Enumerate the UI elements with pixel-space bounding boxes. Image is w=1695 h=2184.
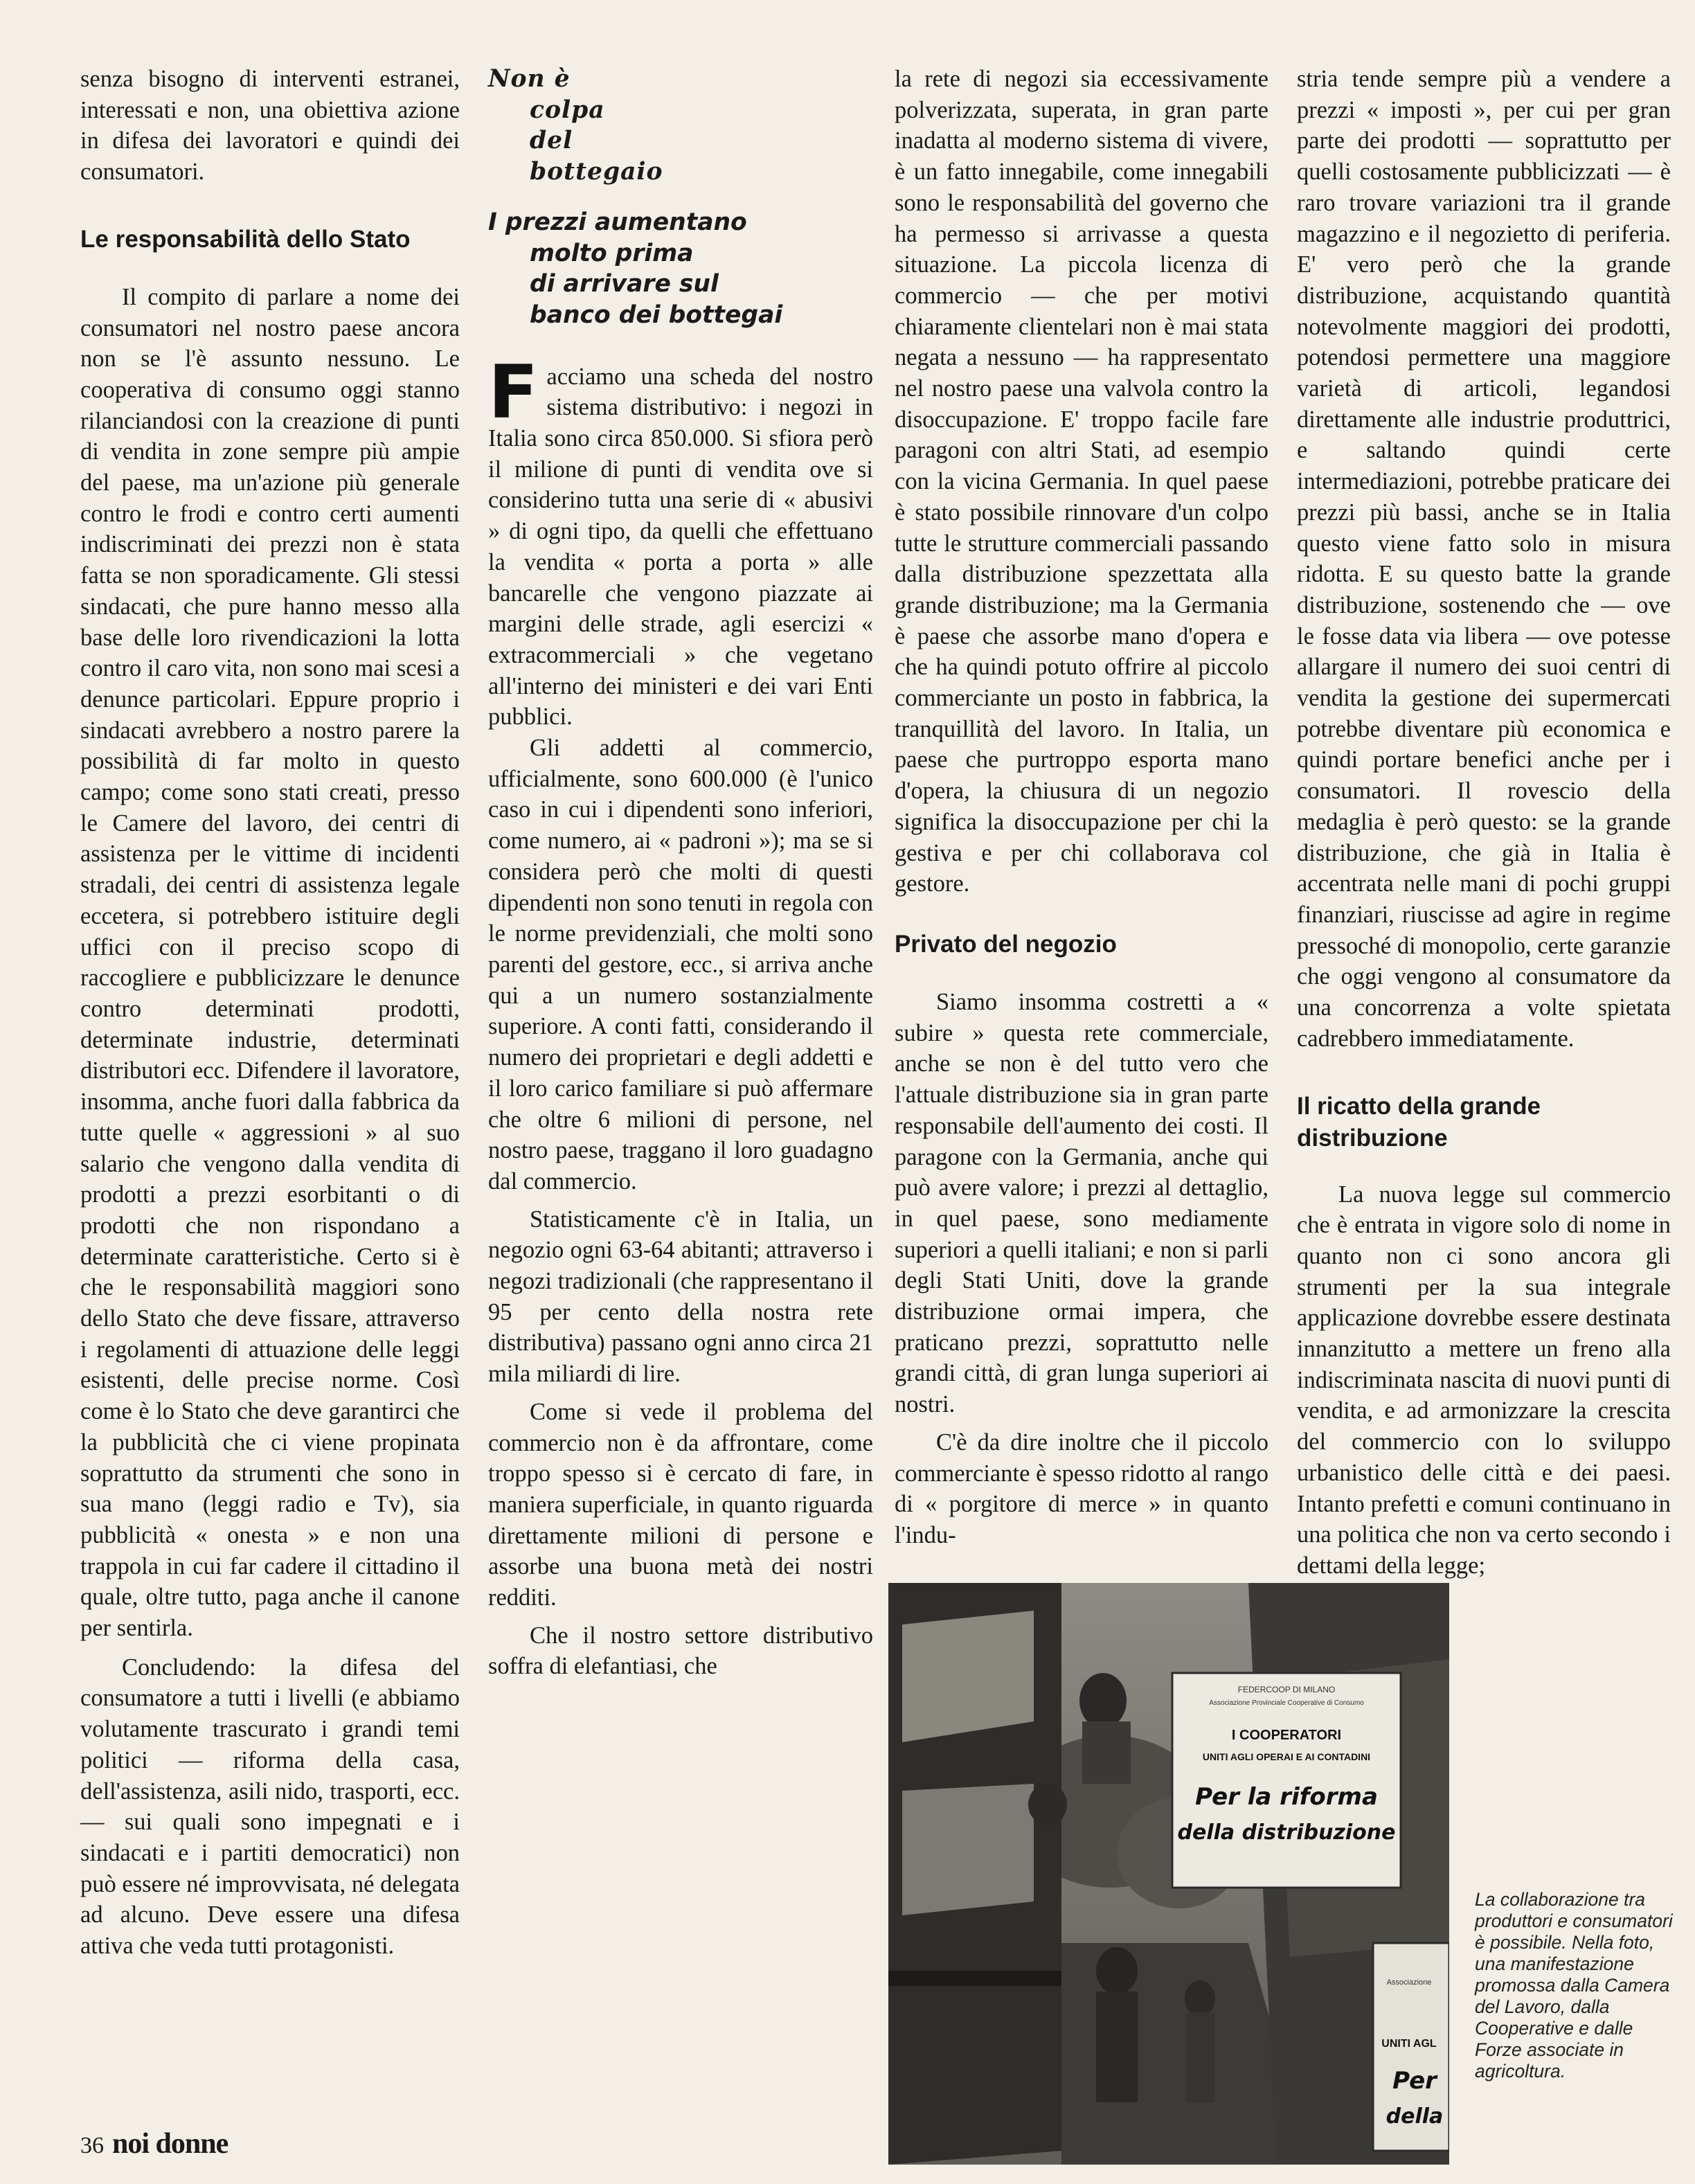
sign-text: della distribuzione (1177, 1820, 1396, 1845)
paragraph-lead (488, 349, 873, 733)
sign-text: della (1385, 2104, 1444, 2129)
paragraph: Siamo insomma costretti a « subire » questa rete commerciale, anche se non è del tutto vero che l'attuale distribuzione sia in gran parte responsabile dell'aumento dei costi. Il paragone con la Germania, anche qui può avere valore; i prezzi al dettaglio, in quel paese, sono mediamente superiori a quelli italiani; e non si parli degli Stati Uniti, dove la grande distribuzione ormai impera, che praticano prezzi, soprattutto nelle grandi città, di gran lunga superiori ai nostri. (895, 988, 1268, 1418)
sign-text: Associazione Provinciale Cooperative di Consumo (1209, 1699, 1364, 1707)
headline-line: del (530, 127, 573, 155)
page-footer (80, 2127, 228, 2160)
magazine-logo: noi donne (112, 2128, 228, 2160)
headline-line: Non è (488, 65, 571, 93)
sign-text: UNITI AGLI OPERAI E AI CONTADINI (1202, 1751, 1371, 1762)
paragraph: Come si vede il problema del commercio non è da affrontare, come troppo spesso si è cercato di fare, in maniera superficiale, in quanto riguarda direttamente milioni di persone e assorbe una buona metà dei nostri redditi. (488, 1398, 873, 1611)
protest-sign-2 (1373, 1943, 1449, 2151)
demonstration-photo (888, 1583, 1449, 2165)
headline-line: bottegaio (530, 158, 663, 186)
paragraph: Gli addetti al commercio, ufficialmente, sono 600.000 (è l'unico caso in cui i dipendenti sono inferiori, come numero, ai « padroni »); ma se si considera però che molti di questi dipendenti non sono tenuti in regola con le norme previdenziali, che molti sono parenti del gestore, ecc., si arriva anche qui a un numero sostanzialmente superiore. A conti fatti, considerando il numero dei proprietari e degli addetti e il loro carico familiare si può affermare che oltre 6 milioni di persone, nel nostro paese, traggano il loro guadagno dal commercio. (488, 735, 873, 1194)
column-4 (1297, 64, 1671, 1582)
subheading-responsabilita: Le responsabilità dello Stato (80, 225, 411, 253)
sign-text: FEDERCOOP DI MILANO (1237, 1685, 1336, 1694)
paragraph: Statisticamente c'è in Italia, un negozio ogni 63-64 abitanti; attraverso i negozi tradizionali (che rappresentano il 95 per cento della nostra rete distributiva) passano ogni anno circa 21 mila miliardi di lire. (488, 1206, 873, 1388)
paragraph: La nuova legge sul commercio che è entrata in vigore solo di nome in quanto non ci sono ancora gli strumenti per la sua integrale applicazione dovrebbe essere destinata innanzitutto a mettere un freno alla indiscriminata nascita di nuovi punti di vendita, e ad armonizzare la crescita del commercio con lo sviluppo urbanistico delle città e dei paesi. Intanto prefetti e comuni continuano in una politica che non va certo secondo i dettami della legge; (1297, 1181, 1671, 1579)
subheading-privato: Privato del negozio (895, 930, 1117, 958)
deck-line: molto prima (530, 239, 694, 267)
sign-text: UNITI AGL (1381, 2038, 1437, 2050)
column-3 (895, 64, 1268, 1551)
drop-cap: F (488, 349, 539, 435)
sign-text: Associazione (1386, 1978, 1432, 1987)
paragraph: C'è da dire inoltre che il piccolo commerciante è spesso ridotto al rango di « porgitore di merce » in quanto l'indu- (895, 1429, 1268, 1548)
subheading-ricatto: Il ricatto della grande distribuzione (1297, 1092, 1541, 1152)
paragraph: senza bisogno di interventi estranei, interessati e non, una obiettiva azione in difesa dei lavoratori e quindi dei consumatori. (80, 66, 460, 186)
paragraph: la rete di negozi sia eccessivamente polverizzata, superata, in gran parte inadatta al moderno sistema di vivere, è un fatto innegabile, come innegabili sono le responsabilità del governo che ha permesso si arrivasse a questa situazione. La piccola licenza di commercio — che per motivi chiaramente clientelari non è mai stata negata a nessuno — ha rappresentato nel nostro paese una valvola contro la disoccupazione. E' troppo facile fare paragoni con altri Stati, ad esempio con la vicina Germania. In quel paese è stato possibile rinnovare d'un colpo tutte le strutture commerciali passando dalla distribuzione spezzettata alla grande distribuzione; ma la Germania è paese che assorbe mano d'opera e che ha quindi potuto offrire al piccolo commerciante un posto in fabbrica, la tranquillità del lavoro. In Italia, un paese che purtroppo esporta mano d'opera, la chiusura di un negozio significa la disoccupazione per chi la gestiva e per chi collaborava col gestore. (895, 66, 1268, 897)
protest-sign (1172, 1673, 1401, 1888)
paragraph: Il compito di parlare a nome dei consumatori nel nostro paese ancora non se l'è assunto nessuno. Le cooperativa di consumo oggi stanno rilanciandosi con la creazione di punti di vendita in zone sempre più ampie del paese, ma un'azione più generale contro le frodi e contro certi aumenti indiscriminati dei prezzi non è stata fatta se non sporadicamente. Gli stessi sindacati, che pure hanno messo alla base delle loro rivendicazioni la lotta contro il caro vita, non sono mai scesi a denunce particolari. Eppure proprio i sindacati avrebbero a nostro parere la possibilità di far molto in questo campo; come sono stati creati, presso le Camere del lavoro, dei centri di assistenza per le vittime di incidenti stradali, dei centri di assistenza legale eccetera, si potrebbero istituire degli uffici con il preciso scopo di raccogliere e pubblicizzare le denunce contro determinati prodotti, determinate industrie, determinati distributori ecc. Difendere il lavoratore, insomma, anche fuori dalla fabbrica da tutte quelle « aggressioni » al suo salario che vengono dalla vendita di prodotti a prezzi esorbitanti o di prodotti che non rispondano a determinate caratteristiche. Certo si è che le responsabilità maggiori sono dello Stato che deve fissare, attraverso i regolamenti di attuazione delle leggi esistenti, delle precise norme. Così come è lo Stato che deve garantirci che la pubblicità che ci viene propinata soprattutto da strumenti che sono in sua mano (leggi radio e Tv), sia pubblicità « onesta » e non una trappola in cui far cadere il cittadino il quale, oltre tutto, paga anche il canone per sentirla. (80, 283, 460, 1642)
page-number: 36 (80, 2133, 104, 2158)
deck-line: I prezzi aumentano (488, 208, 747, 236)
deck-line: banco dei bottegai (530, 301, 783, 329)
headline-line: colpa (530, 96, 605, 124)
photo-caption: La collaborazione tra produttori e consumatori è possibile. Nella foto, una manifestazione promossa dalla Camera del Lavoro, dalla Cooperative e dalle Forze associate in agricoltura. (1475, 1889, 1673, 2082)
sign-text: Per la riforma (1195, 1783, 1378, 1811)
deck (488, 207, 873, 331)
paragraph: Concludendo: la difesa del consumatore a tutti i livelli (e abbiamo volutamente trascurato i grandi temi politici — riforma della casa, dell'assistenza, asili nido, trasporti, ecc. — sui quali sono impegnati e i sindacati e i partiti democratici) non può essere né improvvisata, né delegata ad alcuno. Deve essere una difesa attiva che veda tutti protagonisti. (80, 1654, 460, 1960)
paragraph: stria tende sempre più a vendere a prezzi « imposti », per cui per gran parte dei prodotti — soprattutto per quelli costosamente pubblicizzati — è raro trovare variazioni tra il grande magazzino e il negozietto di periferia. E' vero però che la grande distribuzione, acquistando quantità notevolmente maggiori dei prodotti, potendosi permettere una maggiore varietà di articoli, legandosi direttamente alle industrie produttrici, e saltando quindi certe intermediazioni, potrebbe praticare dei prezzi più bassi, anche se in Italia questo viene fatto solo in misura ridotta. E su questo batte la grande distribuzione, sostenendo che — ove le fosse data via libera — ove potesse allargare il numero dei suoi centri di vendita la gestione dei supermercati potrebbe diventare più economica e quindi portare benefici anche per i consumatori. Il rovescio della medaglia è però questo: se la grande distribuzione, che già in Italia è accentrata nelle mani di pochi gruppi finanziari, riuscisse ad agire in regime pressoché di monopolio, certe garanzie che oggi vengono al consumatore da una concorrenza a volte spietata cadrebbero immediatamente. (1297, 66, 1671, 1052)
sign-text: Per (1392, 2067, 1437, 2095)
column-1 (80, 64, 460, 1962)
sign-text: I COOPERATORI (1231, 1728, 1342, 1743)
column-2 (488, 64, 873, 1682)
news-photo (888, 1583, 1449, 2165)
deck-line: di arrivare sul (530, 270, 719, 298)
headline (488, 64, 873, 188)
lead-text: acciamo una scheda del nostro sistema distributivo: i negozi in Italia sono circa 850.000. Si sfiora però il milione di punti di vendita ove si considerino tutta una serie di « abusivi » di ogni tipo, da quelli che effettuano la vendita « porta a porta » alle bancarelle che vengono piazzate ai margini delle strade, agli esercizi « extracommerciali » che vegetano all'interno dei ministeri e dei vari Enti pubblici. (488, 363, 873, 731)
paragraph: Che il nostro settore distributivo soffra di elefantiasi, che (488, 1622, 873, 1680)
